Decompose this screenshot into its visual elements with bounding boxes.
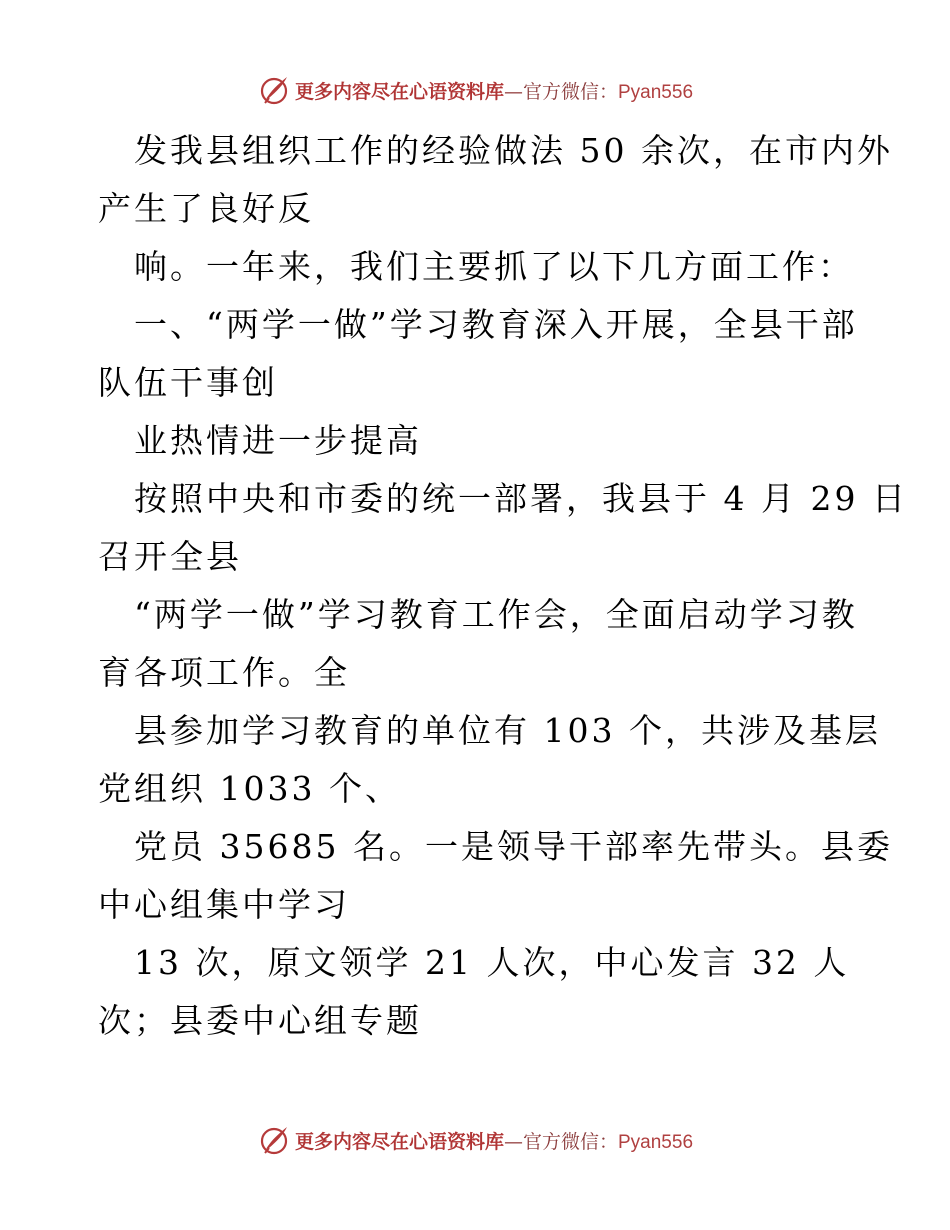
text-line: 党员 35685 名。一是领导干部率先带头。县委 [134, 827, 893, 866]
text-line: 业热情进一步提高 [134, 421, 422, 460]
text-line: 中心组集中学习 [98, 885, 350, 924]
header-watermark [0, 70, 950, 110]
watermark-wechat-label: 官方微信： [522, 1130, 618, 1153]
text-line: 党组织 1033 个、 [98, 769, 401, 808]
text-line: 按照中央和市委的统一部署，我县于 4 月 29 日 [134, 479, 908, 518]
footer-watermark [0, 1120, 950, 1160]
document-body [98, 122, 908, 1050]
watermark-text [295, 77, 693, 104]
watermark-wechat-id: Pyan556 [618, 81, 694, 103]
text-line: 响。一年来，我们主要抓了以下几方面工作： [134, 247, 854, 286]
text-line: 次；县委中心组专题 [98, 1001, 422, 1040]
watermark-brand: 更多内容尽在心语资料库 [294, 1130, 504, 1153]
text-line: 发我县组织工作的经验做法 50 余次，在市内外 [134, 131, 893, 170]
watermark-separator: — [503, 80, 523, 103]
feather-logo-icon [257, 1123, 291, 1157]
text-line: 县参加学习教育的单位有 103 个，共涉及基层 [134, 711, 881, 750]
watermark-wechat-label: 官方微信： [522, 80, 618, 103]
watermark-wechat-id: Pyan556 [618, 1131, 694, 1153]
text-line: 13 次，原文领学 21 人次，中心发言 32 人 [134, 943, 850, 982]
feather-logo-icon [257, 73, 291, 107]
text-line: 一、“两学一做”学习教育深入开展，全县干部 [134, 305, 858, 344]
watermark-text [295, 1127, 693, 1154]
text-line: 育各项工作。全 [98, 653, 350, 692]
text-line: 队伍干事创 [98, 363, 278, 402]
watermark-separator: — [503, 1130, 523, 1153]
text-line: 召开全县 [98, 537, 242, 576]
text-line: 产生了良好反 [98, 189, 314, 228]
watermark-brand: 更多内容尽在心语资料库 [294, 80, 504, 103]
text-line: “两学一做”学习教育工作会，全面启动学习教 [134, 595, 858, 634]
